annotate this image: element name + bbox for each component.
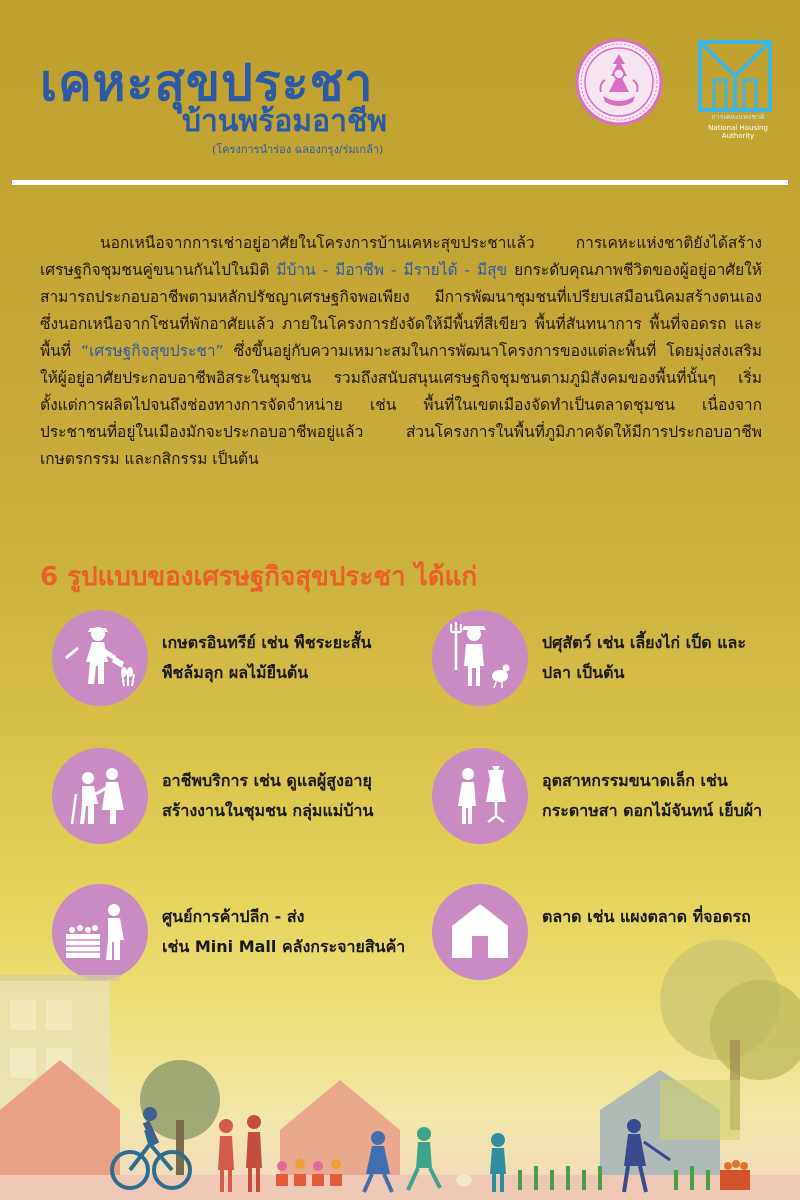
page-title: เคหะสุขประชา <box>40 54 374 112</box>
item-line-1: เกษตรอินทรีย์ เช่น พืชระยะสั้น <box>162 633 372 652</box>
page-subtitle: บ้านพร้อมอาชีพ <box>182 104 388 139</box>
tailor-mannequin-icon <box>432 748 528 844</box>
item-line-1: ปศุสัตว์ เช่น เลี้ยงไก่ เป็ด และ <box>542 633 746 652</box>
item-label <box>542 628 800 688</box>
item-label <box>162 766 422 826</box>
nha-name-english: National Housing Authority <box>708 124 768 140</box>
item-line-1: ตลาด เช่น แผงตลาด ที่จอดรถ <box>542 907 751 926</box>
livestock-farmer-icon <box>432 610 528 706</box>
item-line-2: กระดาษสา ดอกไม้จันทน์ เย็บผ้า <box>542 801 763 820</box>
header <box>0 0 800 190</box>
item-line-1: อุตสาหกรรมขนาดเล็ก เช่น <box>542 771 728 790</box>
intro-paragraph <box>40 230 762 473</box>
header-divider <box>12 180 788 185</box>
item-line-1: ศูนย์การค้าปลีก - ส่ง <box>162 907 305 926</box>
intro-highlight-2: “เศรษฐกิจสุขประชา” <box>81 342 224 360</box>
item-label <box>162 628 422 688</box>
item-line-2: ปลา เป็นต้น <box>542 663 625 682</box>
nha-name-thai: การเคหะแห่งชาติ <box>711 113 765 121</box>
item-line-1: อาชีพบริการ เช่น ดูแลผู้สูงอายุ <box>162 771 372 790</box>
elderly-care-icon <box>52 748 148 844</box>
community-illustration <box>0 930 800 1200</box>
royal-seal-logo <box>575 36 663 128</box>
farmer-watering-icon <box>52 610 148 706</box>
project-note: (โครงการนำร่อง ฉลองกรุง/ร่มเกล้า) <box>212 143 384 156</box>
item-label <box>542 766 800 826</box>
item-label <box>542 902 800 932</box>
intro-text-1: นอกเหนือจากการเช่าอยู่อาศัยในโครงการบ้านเคหะสุขประชาแล้ว การเคหะแห่งชาติยังได้สร้างเศรษฐกิจชุมชนคู่ขนานกันไปในมิติ <box>40 234 762 279</box>
produce-crate <box>720 1160 750 1190</box>
item-line-2: เช่น Mini Mall คลังกระจายสินค้า <box>162 937 406 956</box>
intro-text-3: ซึ่งขึ้นอยู่กับความเหมาะสมในการพัฒนาโครงการของแต่ละพื้นที่ โดยมุ่งส่งเสริมให้ผู้อยู่อาศัยประกอบอาชีพอิสระในชุมชน รวมถึงสนับสนุนเศรษฐกิจชุมชนตามภูมิสังคมของพื้นที่นั้นๆ เริ่มตั้งแต่การผลิตไปจนถึงช่องทางการจัดจำหน่าย เช่น พื้นที่ในเขตเมืองจัดทำเป็นตลาดชุมชน เนื่องจากประชาชนที่อยู่ในเมืองมักจะประกอบอาชีพอยู่แล้ว ส่วนโครงการในพื้นที่ภูมิภาคจัดให้มีการประกอบอาชีพเกษตรกรรม และกสิกรรม เป็นต้น <box>40 342 762 468</box>
intro-text-2: ยกระดับคุณภาพชีวิตของผู้อยู่อาศัยให้สามารถประกอบอาชีพตามหลักปรัชญาเศรษฐกิจพอเพียง มีการพัฒนาชุมชนที่เปรียบเสมือนนิคมสร้างตนเอง ซึ่งนอกเหนือจากโซนที่พักอาศัยแล้ว ภายในโครงการยังจัดให้มีพื้นที่สีเขียว พื้นที่สันทนาการ พื้นที่จอดรถ และพื้นที่ <box>40 261 762 360</box>
section-title: 6 รูปแบบของเศรษฐกิจสุขประชา ได้แก่ <box>40 562 478 592</box>
intro-highlight-1: มีบ้าน - มีอาชีพ - มีรายได้ - มีสุข <box>276 261 508 279</box>
item-line-2: พืชล้มลุก ผลไม้ยืนต้น <box>162 663 309 682</box>
item-line-2: สร้างงานในชุมชน กลุ่มแม่บ้าน <box>162 801 374 820</box>
